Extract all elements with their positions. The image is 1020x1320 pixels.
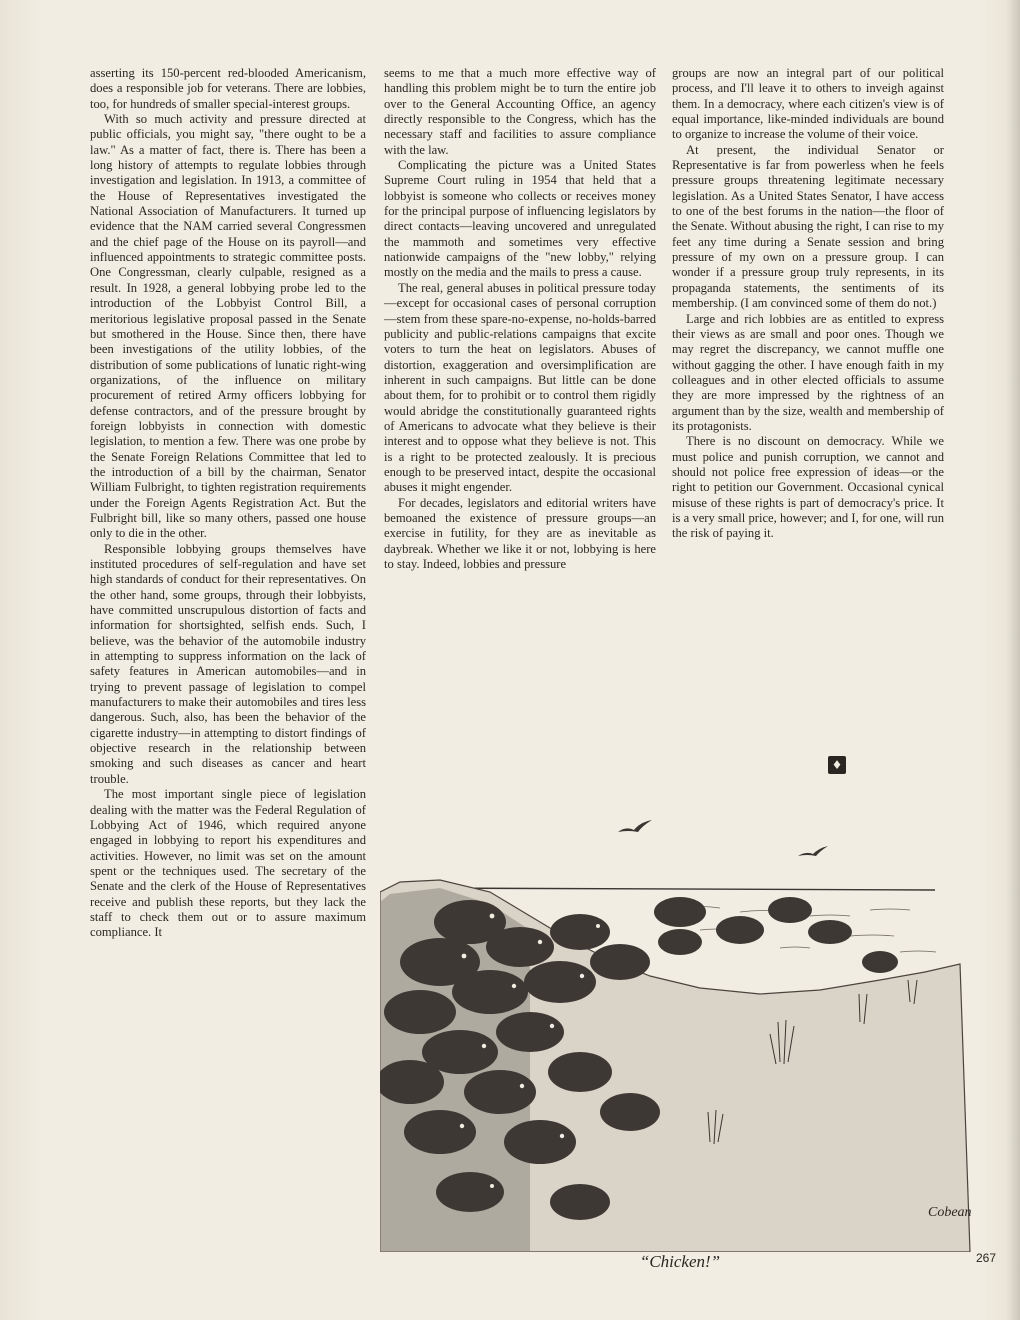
seagull-icon xyxy=(798,846,828,856)
paragraph: Complicating the picture was a United States Supreme Court ruling in 1954 that held that a lobbyist is someone who collects or receives money for the principal purpose of influencing legislators by direct contacts—leaving uncovered and unregulated the mammoth and sometimes very effective nationwide campaigns of the "new lobby," relying mostly on the media and the mails to press a cause. xyxy=(384,158,656,280)
paragraph: At present, the individual Senator or Representative is far from powerless when he feels pressure groups threatening legitimate necessary legislation. As a United States Senator, I have access to one of the best forums in the nation—the floor of the Senate. Without abusing the right, I can rise to my feet any time during a Senate session and bring pressure of my own on a pressure group. I can wonder if a pressure group truly represents, in its propaganda statements, the sentiments of its membership. (I am convinced some of them do not.) xyxy=(672,142,944,311)
paragraph: Large and rich lobbies are as entitled to express their views as are small and poor ones. Though we may regret the discrepancy, we cannot muffle one without gagging the other. I have enough faith in my colleagues and in other elected officials to assume they are more impressed by the rightness of an argument than by the size, wealth and membership of its protagonists. xyxy=(672,311,944,433)
paragraph: With so much activity and pressure directed at public officials, you might say, "there ought to be a law." As a matter of fact, there is. There has been a long history of attempts to regulate lobbies through investigation and legislation. In 1913, a committee of the House of Representatives investigated the National Association of Manufacturers. It turned up evidence that the NAM carried several Congressmen and the chief page of the House on its payroll—and influenced appointments to strategic committee posts. One Congressman, clearly culpable, resigned as a result. In 1928, a general lobbying probe led to the introduction of the Lobbyist Control Bill, a meritorious legislative proposal passed in the Senate but smothered in the House. Since then, there have been investigations of the utility lobbies, of the distribution of some publications of lunatic right-wing organizations, of the influence on military procurement of retired Army officers lobbying for defense contractors, and of the pressure brought by foreign lobbyists in connection with domestic legislation, to mention a few. There was one probe by the Senate Foreign Relations Committee that led to the introduction of a bill by the chairman, Senator William Fulbright, to tighten registration requirements under the Foreign Agents Registration Act. But the Fulbright bill, like so many others, passed one house only to die in the other. xyxy=(90,112,366,541)
text-column-1 xyxy=(90,66,366,941)
rabbit-head-icon: ♦ xyxy=(828,756,846,774)
text-column-3 xyxy=(672,66,944,542)
cartoon-illustration xyxy=(380,812,980,1252)
paragraph: Responsible lobbying groups themselves have instituted procedures of self-regulation and have set high standards of conduct for their representatives. On the other hand, some groups, through their lobbyists, have committed unscrupulous distortion of facts and information for shortsighted, selfish ends. Such, I believe, was the behavior of the automobile industry in attempting to suppress information on the lack of safety features in American automobiles—and in trying to prevent passage of legislation to compel manufacturers to make their automobiles and tires less dangerous. Such, also, has been the behavior of the cigarette industry—in attempting to distort findings of objective research in the relationship between smoking and such diseases as cancer and heart trouble. xyxy=(90,541,366,786)
page-edge-shadow xyxy=(1006,0,1020,1320)
text-column-2 xyxy=(384,66,656,572)
cartoon-caption: “Chicken!” xyxy=(639,1252,721,1271)
paragraph: seems to me that a much more effective way of handling this problem might be to turn the entire job over to the General Accounting Office, an agency directly responsible to the Congress, which has the necessary staff and facilities to assure compliance with the law. xyxy=(384,66,656,157)
paragraph: There is no discount on democracy. While we must police and punish corruption, we cannot and should not police free expression of ideas—or the right to petition our Government. Occasional cynical misuse of these rights is part of democracy's price. It is a very small price, however; and I, for one, will run the risk of paying it. xyxy=(672,434,944,541)
paragraph: asserting its 150-percent red-blooded Americanism, does a responsible job for veterans. There are lobbies, too, for hundreds of smaller special-interest groups. xyxy=(90,66,366,111)
cartoonist-signature: Cobean xyxy=(928,1205,972,1220)
paragraph: groups are now an integral part of our political process, and I'll leave it to others to inveigh against them. In a democracy, where each citizen's view is of equal importance, like-minded individuals are bound to organize to increase the volume of their voice. xyxy=(672,66,944,142)
paragraph: The real, general abuses in political pressure today—except for occasional cases of personal corruption—stem from these spare-no-expense, no-holds-barred publicity and public-relations campaigns that excite voters to turn the heat on legislators. Abuses of distortion, exaggeration and oversimplification are inherent in such campaigns. But little can be done about them, for to prohibit or to control them rigidly would abridge the constitutionally guaranteed rights of Americans to advocate what they believe is their interest and to oppose what they believe is not. This is a right to be protected zealously. It is precious enough to be preserved intact, despite the occasional abuses it might engender. xyxy=(384,280,656,495)
seagull-icon xyxy=(618,820,652,832)
page-number: 267 xyxy=(975,1251,996,1265)
paragraph: For decades, legislators and editorial writers have bemoaned the existence of pressure groups—an exercise in futility, for they are as inevitable as daybreak. Whether we like it or not, lobbying is here to stay. Indeed, lobbies and pressure xyxy=(384,495,656,571)
paragraph: The most important single piece of legislation dealing with the matter was the Federal Regulation of Lobbying Act of 1946, which required anyone engaged in lobbying to report his expenditures and activities. However, no limit was set on the amount spent or the techniques used. The secretary of the Senate and the clerk of the House of Representatives receive and publish these reports, but they lack the staff to check them out or to assure maximum compliance. It xyxy=(90,787,366,940)
horizon-line xyxy=(410,888,935,890)
